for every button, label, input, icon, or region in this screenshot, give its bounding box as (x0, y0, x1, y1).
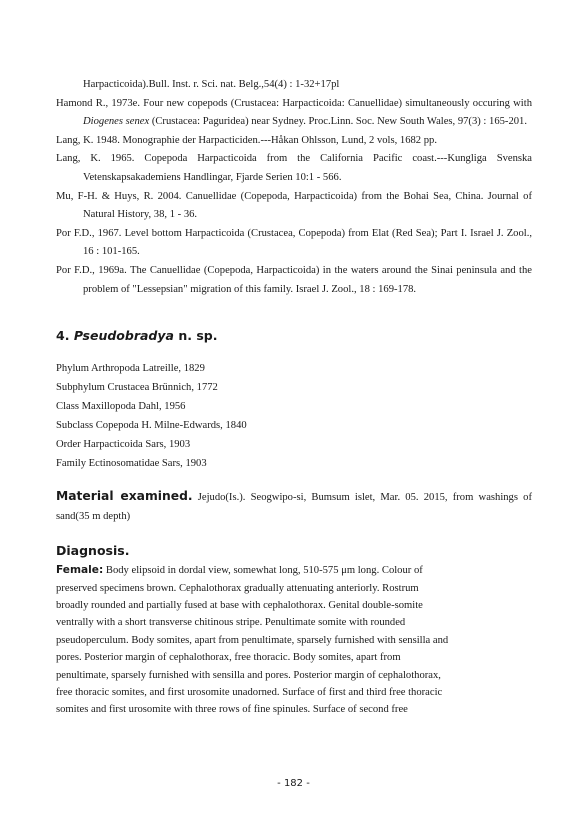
taxonomy-order: Order Harpacticoida Sars, 1903 (56, 439, 191, 451)
diagnosis-line: free thoracic somites, and first urosomite unadorned. Surface of first and third free thoracic (56, 686, 443, 698)
species-name: Diogenes senex (83, 116, 150, 128)
reference-text: Por F.D., 1969a. The Canuellidae (Copepoda, Harpacticoida) in the waters around the Sinai peninsula and the problem of "Lessepsian" migration of this family. Israel J. Zool., 18 : 169-178. (56, 264, 532, 295)
section-number: 4. (56, 328, 70, 344)
diagnosis-line-text: Body elipsoid in dordal view, somewhat long, 510-575 μm long. Colour of (103, 565, 423, 577)
page-content (56, 76, 532, 719)
taxonomy-list (56, 359, 532, 473)
diagnosis-text (56, 562, 532, 719)
reference-text: Lang, K. 1948. Monographie der Harpacticiden.---Håkan Ohlsson, Lund, 2 vols, 1682 pp. (56, 134, 437, 146)
reference-item (56, 150, 532, 187)
diagnosis-line: somites and first urosomite with three rows of fine spinules. Surface of second free (56, 704, 408, 716)
reference-text: Por F.D., 1967. Level bottom Harpacticoida (Crustacea, Copepoda) from Elat (Red Sea); Part I. Israel J. Zool., 16 : 101-165. (56, 227, 532, 258)
reference-text: (Crustacea: Paguridea) near Sydney. Proc.Linn. Soc. New South Wales, 97(3) : 165-201. (149, 116, 527, 128)
material-label: Material examined. (56, 489, 193, 504)
material-examined (56, 487, 532, 526)
diagnosis-heading: Diagnosis. (56, 543, 130, 559)
taxonomy-family: Family Ectinosomatidae Sars, 1903 (56, 458, 207, 470)
diagnosis-line: preserved specimens brown. Cephalothorax gradually attenuating anteriorly. Rostrum (56, 582, 419, 594)
taxonomy-class: Class Maxillopoda Dahl, 1956 (56, 401, 186, 413)
section-heading (56, 328, 532, 343)
taxonomy-subphylum: Subphylum Crustacea Brünnich, 1772 (56, 382, 218, 394)
reference-item (56, 132, 532, 151)
reference-item (56, 262, 532, 299)
reference-item (56, 225, 532, 262)
reference-text: Harpacticoida).Bull. Inst. r. Sci. nat. Belg.,54(4) : 1-32+17pl (83, 79, 340, 90)
diagnosis-line: broadly rounded and partially fused at base with cephalothorax. Genital double-somite (56, 599, 423, 611)
reference-text: Lang, K. 1965. Copepoda Harpacticoida from the California Pacific coast.---Kungliga Svenska Vetenskapsakademiens Handlingar, Fjarde Serien 10:1 - 566. (56, 153, 532, 183)
taxonomy-subclass: Subclass Copepoda H. Milne-Edwards, 1840 (56, 420, 247, 432)
reference-text: Hamond R., 1973e. Four new copepods (Crustacea: Harpacticoida: Canuellidae) simultaneously occuring with (56, 97, 532, 109)
diagnosis-line: pores. Posterior margin of cephalothorax, free thoracic. Body somites, apart from (56, 652, 401, 664)
genus-name: Pseudobradya (73, 328, 174, 344)
reference-item (56, 95, 532, 132)
diagnosis-line (56, 562, 532, 579)
reference-item (56, 188, 532, 225)
diagnosis-line: penultimate, sparsely furnished with sensilla and pores. Posterior margin of cephalothorax, (56, 669, 441, 681)
material-text: Jejudo(Is.). Seogwipo-si, Bumsum islet, Mar. 05. 2015, from washings of sand(35 m depth) (56, 492, 532, 523)
reference-item (56, 76, 532, 95)
female-label: Female: (56, 564, 104, 577)
page-number: - 182 - (277, 778, 310, 789)
section-suffix: n. sp. (178, 328, 218, 344)
taxonomy-phylum: Phylum Arthropoda Latreille, 1829 (56, 363, 205, 375)
diagnosis-line: ventrally with a short transverse chitinous stripe. Penultimate somite with rounded (56, 617, 406, 629)
reference-list (56, 76, 532, 299)
diagnosis-line: pseudoperculum. Body somites, apart from penultimate, sparsely furnished with sensilla and (56, 634, 449, 646)
reference-text: Mu, F-H. & Huys, R. 2004. Canuellidae (Copepoda, Harpacticoida) from the Bohai Sea, China. Journal of Natural History, 38, 1 - 36. (56, 190, 532, 221)
